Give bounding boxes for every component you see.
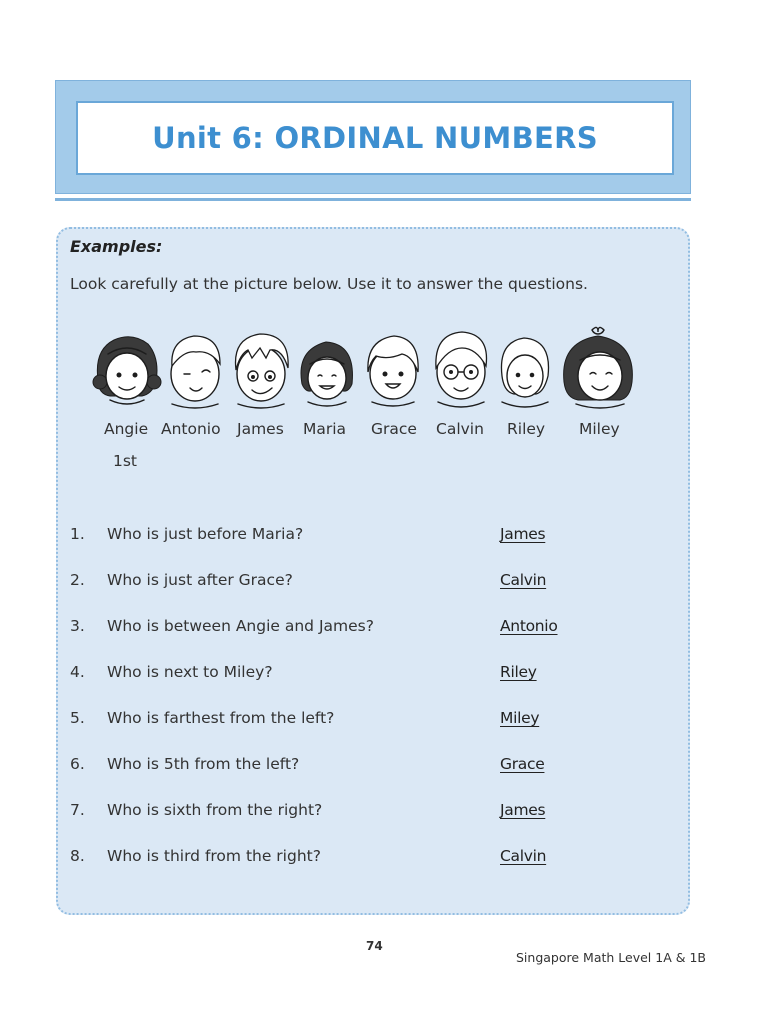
child-name-james: James bbox=[237, 420, 284, 438]
question-answer: Antonio bbox=[500, 617, 558, 635]
first-position-label: 1st bbox=[113, 452, 138, 470]
child-name-riley: Riley bbox=[507, 420, 546, 438]
question-answer: Miley bbox=[500, 709, 540, 727]
question-number: 3. bbox=[70, 617, 85, 635]
child-name-maria: Maria bbox=[303, 420, 347, 438]
title-box bbox=[76, 101, 674, 175]
child-name-calvin: Calvin bbox=[436, 420, 484, 438]
maria-illustration bbox=[292, 320, 362, 412]
book-title: Singapore Math Level 1A & 1B bbox=[516, 950, 706, 965]
page-title: Unit 6: ORDINAL NUMBERS bbox=[152, 121, 598, 155]
child-name-antonio: Antonio bbox=[161, 420, 221, 438]
question-text: Who is third from the right? bbox=[107, 847, 321, 865]
james-illustration bbox=[226, 320, 296, 412]
question-number: 5. bbox=[70, 709, 85, 727]
question-text: Who is sixth from the right? bbox=[107, 801, 323, 819]
question-number: 4. bbox=[70, 663, 85, 681]
calvin-illustration bbox=[426, 320, 496, 412]
question-text: Who is just after Grace? bbox=[107, 571, 293, 589]
question-number: 6. bbox=[70, 755, 85, 773]
miley-illustration bbox=[558, 320, 640, 412]
question-answer: Calvin bbox=[500, 571, 547, 589]
riley-illustration bbox=[494, 320, 556, 412]
question-answer: Grace bbox=[500, 755, 545, 773]
question-number: 8. bbox=[70, 847, 85, 865]
child-name-grace: Grace bbox=[371, 420, 417, 438]
instruction-text: Look carefully at the picture below. Use it to answer the questions. bbox=[70, 275, 588, 293]
grace-illustration bbox=[358, 320, 428, 412]
question-text: Who is 5th from the left? bbox=[107, 755, 300, 773]
child-name-miley: Miley bbox=[579, 420, 620, 438]
angie-illustration bbox=[92, 320, 162, 412]
question-answer: Calvin bbox=[500, 847, 547, 865]
child-name-angie: Angie bbox=[104, 420, 149, 438]
question-answer: Riley bbox=[500, 663, 537, 681]
question-answer: James bbox=[500, 525, 546, 543]
question-answer: James bbox=[500, 801, 546, 819]
question-text: Who is farthest from the left? bbox=[107, 709, 335, 727]
question-text: Who is just before Maria? bbox=[107, 525, 304, 543]
title-banner bbox=[55, 80, 691, 194]
question-number: 2. bbox=[70, 571, 85, 589]
page-number: 74 bbox=[366, 939, 383, 953]
question-number: 1. bbox=[70, 525, 85, 543]
antonio-illustration bbox=[160, 320, 230, 412]
question-text: Who is next to Miley? bbox=[107, 663, 273, 681]
examples-label: Examples: bbox=[70, 237, 163, 256]
question-number: 7. bbox=[70, 801, 85, 819]
question-text: Who is between Angie and James? bbox=[107, 617, 374, 635]
